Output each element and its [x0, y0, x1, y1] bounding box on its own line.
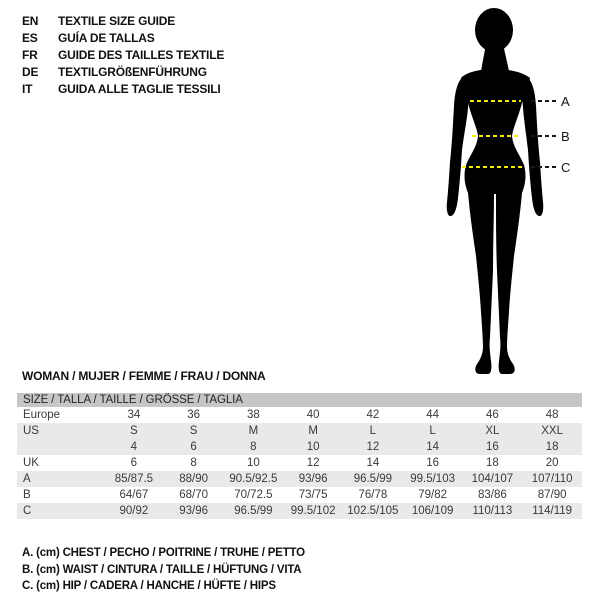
size-cell: 90.5/92.5 [229, 473, 278, 485]
title-row-es [22, 30, 224, 47]
hip-measure-line [462, 166, 524, 168]
size-cell: 14 [426, 441, 440, 453]
size-cell: 110/113 [472, 505, 513, 517]
waist-leader-line [531, 135, 557, 137]
table-row-us-letter [17, 423, 582, 439]
title-text: TEXTILGRÖßENFÜHRUNG [58, 65, 207, 79]
size-cell: 93/96 [298, 473, 328, 485]
size-cell: 85/87.5 [114, 473, 154, 485]
silhouette-right-arm [522, 74, 543, 216]
size-cell: S [189, 425, 198, 437]
silhouette-left-arm [447, 74, 469, 216]
size-cell: 6 [190, 441, 197, 453]
size-cell: 48 [545, 409, 559, 421]
table-row-europe [17, 407, 582, 423]
size-cell: XL [485, 425, 500, 437]
table-row-uk [17, 455, 582, 471]
row-label: US [23, 425, 39, 437]
size-cell: M [308, 425, 318, 437]
size-cell: 46 [485, 409, 499, 421]
size-cell: 76/78 [358, 489, 388, 501]
row-label: B [23, 489, 31, 501]
legend-chest: A. (cm) CHEST / PECHO / POITRINE / TRUHE / PETTO [22, 547, 305, 559]
size-cell: 79/82 [418, 489, 448, 501]
size-cell: 42 [366, 409, 380, 421]
size-cell: 73/75 [298, 489, 328, 501]
size-cell: 99.5/102 [290, 505, 336, 517]
language-code: FR [22, 48, 38, 62]
size-cell: 44 [426, 409, 440, 421]
size-cell: 106/109 [411, 505, 454, 517]
size-cell: 18 [485, 457, 499, 469]
chest-label: A [561, 94, 570, 109]
title-row-it [22, 81, 224, 98]
legend-waist: B. (cm) WAIST / CINTURA / TAILLE / HÜFTUNG / VITA [22, 563, 302, 576]
size-cell: 12 [306, 457, 320, 469]
size-cell: 10 [246, 457, 260, 469]
chest-measure-line [470, 100, 521, 102]
title-row-en [22, 13, 224, 30]
size-cell: 34 [127, 409, 141, 421]
size-cell: 90/92 [119, 505, 149, 517]
row-label: Europe [23, 409, 61, 421]
size-cell: XXL [541, 425, 563, 437]
size-cell: 87/90 [537, 489, 567, 501]
title-row-de [22, 64, 224, 81]
size-cell: 6 [130, 457, 138, 469]
size-cell: 8 [190, 457, 197, 469]
size-cell: 8 [250, 441, 257, 453]
title-text: GUIDE DES TAILLES TEXTILE [58, 48, 225, 62]
size-cell: L [429, 425, 436, 437]
size-cell: 16 [426, 457, 440, 469]
size-cell: 18 [545, 441, 559, 453]
legend-hip: C. (cm) HIP / CADERA / HANCHE / HÜFTE / HIPS [22, 580, 276, 592]
language-code: EN [22, 14, 39, 28]
size-cell: 20 [545, 457, 559, 469]
size-cell: 107/110 [531, 473, 573, 485]
table-row-waist [17, 487, 582, 503]
table-row-hip [17, 503, 582, 519]
hip-leader-line [531, 166, 557, 168]
size-cell: 4 [130, 441, 138, 453]
size-cell: 10 [306, 441, 320, 453]
size-table-header: SIZE / TALLA / TAILLE / GRÖSSE / TAGLIA [17, 393, 582, 407]
section-title-woman: WOMAN / MUJER / FEMME / FRAU / DONNA [22, 369, 266, 383]
size-cell: 88/90 [179, 473, 209, 485]
size-cell: 96.5/99 [353, 473, 393, 485]
size-cell: 70/72.5 [234, 489, 273, 501]
size-cell: 38 [246, 409, 260, 421]
waist-measure-line [472, 135, 518, 137]
language-code: DE [22, 65, 39, 79]
size-table [17, 393, 582, 519]
measurement-legend [22, 545, 305, 595]
title-text: TEXTILE SIZE GUIDE [58, 14, 176, 28]
hip-label: C [561, 160, 571, 175]
size-cell: 68/70 [179, 489, 209, 501]
size-cell: 96.5/99 [234, 505, 273, 517]
size-cell: 93/96 [179, 505, 209, 517]
row-label: C [23, 505, 32, 517]
silhouette-torso-legs [461, 69, 530, 374]
size-cell: 83/86 [477, 489, 507, 501]
size-cell: 16 [485, 441, 499, 453]
row-label: UK [23, 457, 39, 469]
row-label [17, 439, 104, 455]
size-cell: L [369, 425, 377, 437]
chest-leader-line [531, 100, 557, 102]
table-row-us-numeric [17, 439, 582, 455]
language-title-block [22, 13, 224, 98]
title-text: GUÍA DE TALLAS [58, 31, 155, 45]
woman-silhouette-image [440, 4, 555, 376]
language-code: IT [22, 82, 33, 96]
size-cell: M [248, 425, 259, 437]
size-cell: 64/67 [119, 489, 149, 501]
size-cell: 102.5/105 [347, 505, 399, 517]
table-row-chest [17, 471, 582, 487]
row-label: A [23, 473, 31, 485]
waist-label: B [561, 129, 570, 144]
size-cell: S [130, 425, 138, 437]
title-row-fr [22, 47, 224, 64]
language-code: ES [22, 31, 38, 45]
title-text: GUIDA ALLE TAGLIE TESSILI [58, 82, 221, 96]
size-cell: 12 [366, 441, 380, 453]
size-cell: 36 [187, 409, 201, 421]
size-cell: 114/119 [532, 505, 573, 517]
size-cell: 104/107 [471, 473, 514, 485]
size-cell: 99.5/103 [410, 473, 455, 485]
size-cell: 40 [306, 409, 320, 421]
size-cell: 14 [366, 457, 380, 469]
